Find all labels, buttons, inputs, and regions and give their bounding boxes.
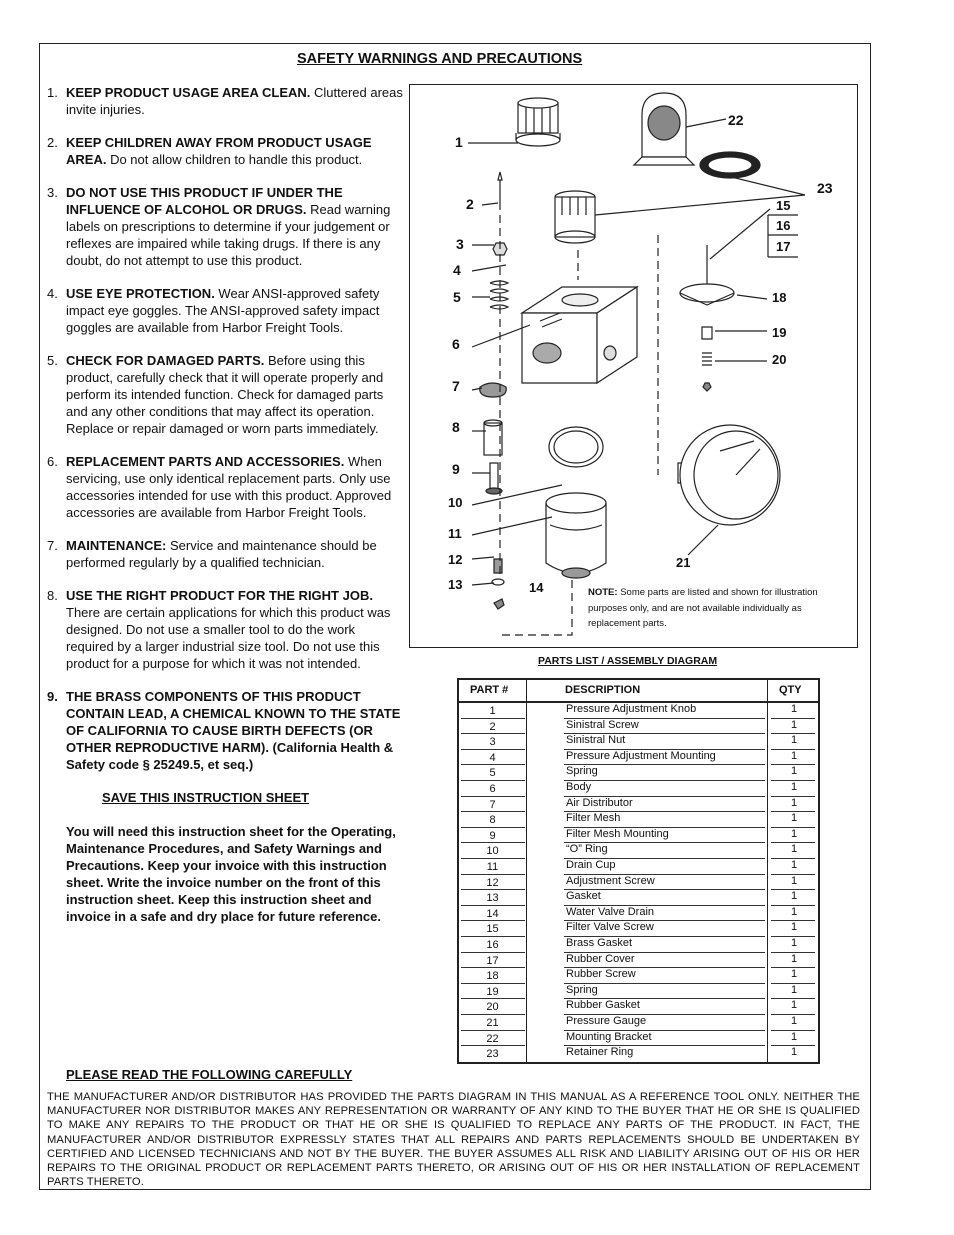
- part-number-cell: 22: [486, 1032, 499, 1045]
- warning-heading: CHECK FOR DAMAGED PARTS.: [66, 353, 265, 368]
- table-row: [459, 781, 818, 797]
- warning-heading: USE EYE PROTECTION.: [66, 286, 215, 301]
- part-number-cell: 19: [486, 985, 499, 998]
- warning-number: 1.: [47, 85, 58, 100]
- description-cell: Pressure Adjustment Mounting: [566, 749, 716, 762]
- warning-heading: KEEP CHILDREN AWAY FROM PRODUCT USAGE AREA.: [66, 135, 372, 167]
- table-row: [459, 812, 818, 828]
- part-number-cell: 23: [486, 1048, 499, 1061]
- warning-item: [47, 352, 403, 437]
- warning-text: Cluttered areas invite injuries.: [66, 85, 403, 117]
- warning-text: Read warning labels on prescriptions to determine if your judgement or reflexes are impaired while taking drugs. If there is any doubt, do not attempt to use this product.: [66, 202, 391, 268]
- callout-1: 1: [455, 134, 463, 150]
- warning-item: [47, 453, 403, 521]
- header-part-number: PART #: [470, 684, 509, 696]
- warning-number: 6.: [47, 454, 58, 469]
- description-cell: Filter Mesh: [566, 812, 621, 825]
- callout-9: 9: [452, 461, 460, 477]
- warning-text: Wear ANSI-approved safety impact eye goggles. The ANSI-approved safety impact goggles are available from Harbor Freight Tools.: [66, 286, 380, 335]
- parts-table: [457, 678, 820, 1064]
- description-cell: Spring: [566, 765, 598, 778]
- table-row: [459, 1015, 818, 1031]
- qty-cell: 1: [790, 843, 798, 856]
- qty-cell: 1: [790, 1046, 798, 1059]
- qty-cell: 1: [790, 1015, 798, 1027]
- table-row: [459, 984, 818, 1000]
- callout-10: 10: [448, 495, 463, 510]
- table-row: [459, 890, 818, 906]
- assembly-diagram: [409, 84, 858, 648]
- part-number-cell: 3: [489, 736, 496, 749]
- table-row: [459, 968, 818, 984]
- exploded-view-illustration: [410, 85, 859, 649]
- callout-12: 12: [448, 552, 463, 567]
- callout-11: 11: [448, 526, 462, 541]
- part-number-cell: 7: [489, 798, 496, 811]
- table-row: [459, 765, 818, 781]
- qty-cell: 1: [790, 827, 798, 840]
- warning-item: [47, 84, 403, 118]
- description-cell: Adjustment Screw: [566, 874, 655, 887]
- callout-23: 23: [817, 180, 833, 196]
- table-row: [459, 734, 818, 750]
- qty-cell: 1: [790, 874, 798, 887]
- callout-8: 8: [452, 419, 460, 435]
- part-number-cell: 13: [486, 892, 499, 905]
- diagram-note: [588, 585, 848, 632]
- warning-number: 4.: [47, 286, 58, 301]
- qty-cell: 1: [790, 921, 798, 934]
- callout-21: 21: [676, 555, 691, 570]
- table-row: [459, 719, 818, 735]
- callout-15: 15: [776, 198, 791, 213]
- qty-cell: 1: [790, 999, 798, 1012]
- warning-number: 8.: [47, 588, 58, 603]
- warning-item: [47, 587, 403, 672]
- description-cell: Rubber Gasket: [566, 999, 640, 1012]
- callout-4: 4: [453, 262, 461, 278]
- callout-5: 5: [453, 289, 461, 305]
- table-row: [459, 859, 818, 875]
- qty-cell: 1: [790, 890, 798, 903]
- warning-item: [47, 537, 403, 571]
- table-row: [459, 937, 818, 953]
- part-number-cell: 17: [486, 954, 499, 967]
- description-cell: Drain Cup: [566, 859, 616, 871]
- warning-heading: USE THE RIGHT PRODUCT FOR THE RIGHT JOB.: [66, 588, 373, 603]
- callout-13: 13: [448, 577, 463, 592]
- part-number-cell: 12: [486, 876, 499, 889]
- warning-heading: REPLACEMENT PARTS AND ACCESSORIES.: [66, 454, 345, 469]
- qty-cell: 1: [790, 937, 798, 949]
- part-number-cell: 21: [486, 1017, 499, 1029]
- page-title: SAFETY WARNINGS AND PRECAUTIONS: [297, 51, 583, 67]
- parts-table-header: [459, 680, 818, 703]
- disclaimer-text: THE MANUFACTURER AND/OR DISTRIBUTOR HAS PROVIDED THE PARTS DIAGRAM IN THIS MANUAL AS A REFERENCE TOOL ONLY. NEITHER THE MANUFACTURER NOR DISTRIBUTOR MAKES ANY REPRESENTATION OR WARRANTY OF ANY KIND TO THE BUYER THAT HE OR SHE IS QUALIFIED TO MAKE ANY REPAIRS TO THE PRODUCT OR THAT HE OR SHE IS QUALIFIED TO REPLACE ANY PARTS OF THE PRODUCT. IN FACT, THE MANUFACTURER AND/OR DISTRIBUTOR EXPRESSLY STATES THAT ALL REPAIRS AND PARTS REPLACEMENTS SHOULD BE UNDERTAKEN BY CERTIFIED AND LICENSED TECHNICIANS AND NOT BY THE BUYER. THE BUYER ASSUMES ALL RISK AND LIABILITY ARISING OUT OF HIS OR HER REPAIRS TO THE ORIGINAL PRODUCT OR REPLACEMENT PARTS THERETO, OR ARISING OUT OF HIS OR HER INSTALLATION OF REPLACEMENT PARTS THERETO.: [47, 1091, 860, 1189]
- parts-list-caption: PARTS LIST / ASSEMBLY DIAGRAM: [538, 655, 718, 667]
- callout-2: 2: [466, 196, 474, 212]
- description-cell: Pressure Gauge: [566, 1015, 647, 1027]
- table-row: [459, 750, 818, 766]
- warning-heading: DO NOT USE THIS PRODUCT IF UNDER THE INFLUENCE OF ALCOHOL OR DRUGS.: [66, 185, 343, 217]
- part-number-cell: 8: [489, 814, 496, 827]
- table-row: [459, 1046, 818, 1062]
- warning-heading: KEEP PRODUCT USAGE AREA CLEAN.: [66, 85, 311, 100]
- qty-cell: 1: [790, 1030, 798, 1043]
- table-row: [459, 828, 818, 844]
- callout-18: 18: [772, 290, 787, 305]
- callout-22: 22: [728, 112, 744, 128]
- pressure-knob-illustration: [516, 98, 560, 146]
- description-cell: Pressure Adjustment Knob: [566, 703, 697, 715]
- part-number-cell: 11: [486, 861, 499, 873]
- qty-cell: 1: [790, 905, 798, 918]
- part-number-cell: 6: [489, 783, 496, 795]
- warning-item: [47, 184, 403, 269]
- callout-20: 20: [772, 352, 787, 367]
- qty-cell: 1: [790, 968, 798, 981]
- callout-19: 19: [772, 325, 787, 340]
- table-row: [459, 906, 818, 922]
- warning-text: Service and maintenance should be performed regularly by a qualified technician.: [66, 538, 377, 570]
- callout-7: 7: [452, 378, 460, 394]
- description-cell: Spring: [566, 983, 598, 996]
- qty-cell: 1: [790, 734, 798, 747]
- header-description: DESCRIPTION: [565, 684, 641, 696]
- header-qty: QTY: [779, 684, 802, 696]
- qty-cell: 1: [790, 749, 798, 762]
- qty-cell: 1: [790, 796, 798, 809]
- qty-cell: 1: [790, 781, 798, 793]
- table-row: [459, 953, 818, 969]
- warning-text: There are certain applications for which this product was designed. Do not use a smaller tool to do the work required by a larger industrial size tool. Do not use this product for a purpose for which it was not intended.: [66, 605, 391, 671]
- warning-number: 2.: [47, 135, 58, 150]
- part-number-cell: 10: [486, 845, 499, 858]
- warning-number: 9.: [47, 689, 58, 704]
- note-text: Some parts are listed and shown for illustration purposes only, and are not available individually as replacement parts.: [588, 587, 818, 629]
- part-number-cell: 1: [489, 705, 496, 717]
- table-row: [459, 921, 818, 937]
- description-cell: Mounting Bracket: [566, 1030, 652, 1043]
- callout-3: 3: [456, 236, 464, 252]
- warning-text: Before using this product, carefully check that it will operate properly and perform its intended function. Check for damaged parts and any other conditions that may affect its operation. Replace or repair damaged or worn parts immediately.: [66, 353, 384, 436]
- qty-cell: 1: [790, 952, 798, 965]
- table-row: [459, 999, 818, 1015]
- warning-item: [47, 285, 403, 336]
- description-cell: Sinistral Nut: [566, 734, 626, 747]
- qty-cell: 1: [790, 703, 798, 715]
- table-row: [459, 875, 818, 891]
- qty-cell: 1: [790, 812, 798, 825]
- save-instructions-heading: SAVE THIS INSTRUCTION SHEET: [102, 790, 310, 805]
- warning-heading: THE BRASS COMPONENTS OF THIS PRODUCT CONTAIN LEAD, A CHEMICAL KNOWN TO THE STATE OF CALIFORNIA TO CAUSE BIRTH DEFECTS (OR OTHER REPRODUCTIVE HARM). (California Health & Safety code § 25249.5, et seq.): [66, 689, 401, 772]
- callout-6: 6: [452, 336, 460, 352]
- table-row: [459, 843, 818, 859]
- description-cell: Sinistral Screw: [566, 718, 639, 731]
- description-cell: Rubber Screw: [566, 968, 636, 981]
- qty-cell: 1: [790, 718, 798, 731]
- part-number-cell: 14: [486, 907, 499, 920]
- description-cell: Retainer Ring: [566, 1046, 634, 1059]
- qty-cell: 1: [790, 859, 798, 871]
- warning-item: [47, 688, 403, 773]
- description-cell: Air Distributor: [566, 796, 633, 809]
- part-number-cell: 9: [489, 829, 496, 842]
- table-row: [459, 1031, 818, 1047]
- description-cell: Brass Gasket: [566, 937, 633, 949]
- description-cell: Gasket: [566, 890, 601, 903]
- description-cell: Filter Valve Screw: [566, 921, 654, 934]
- keep-instructions-text: You will need this instruction sheet for the Operating, Maintenance Procedures, and Safety Warnings and Precautions. Keep your invoice with this instruction sheet. Write the invoice number on the front of this instruction sheet. Keep this instruction sheet and invoice in a safe and dry place for future reference.: [66, 824, 396, 924]
- callout-16: 16: [776, 218, 791, 233]
- part-number-cell: 16: [486, 939, 499, 951]
- warning-number: 3.: [47, 185, 58, 200]
- read-carefully-heading: PLEASE READ THE FOLLOWING CAREFULLY: [66, 1067, 353, 1082]
- part-number-cell: 20: [486, 1001, 499, 1014]
- description-cell: Water Valve Drain: [566, 905, 655, 918]
- warning-number: 7.: [47, 538, 58, 553]
- warning-item: [47, 134, 403, 168]
- part-number-cell: 15: [486, 923, 499, 936]
- part-number-cell: 5: [489, 767, 496, 780]
- description-cell: Filter Mesh Mounting: [566, 827, 669, 840]
- callout-17: 17: [776, 239, 791, 254]
- warning-text: Do not allow children to handle this product.: [106, 152, 363, 167]
- part-number-cell: 4: [489, 751, 496, 764]
- description-cell: Rubber Cover: [566, 952, 635, 965]
- warning-text: When servicing, use only identical replacement parts. Only use accessories intended for use with this product. Approved accessories are available from Harbor Freight Tools.: [66, 454, 392, 520]
- note-label: NOTE:: [588, 587, 618, 598]
- warning-heading: MAINTENANCE:: [66, 538, 167, 553]
- part-number-cell: 2: [489, 720, 496, 733]
- description-cell: “O” Ring: [566, 843, 608, 856]
- description-cell: Body: [566, 781, 592, 793]
- table-row: [459, 703, 818, 719]
- callout-14: 14: [529, 580, 544, 595]
- table-row: [459, 797, 818, 813]
- part-number-cell: 18: [486, 970, 499, 983]
- qty-cell: 1: [790, 983, 798, 996]
- warning-number: 5.: [47, 353, 58, 368]
- qty-cell: 1: [790, 765, 798, 778]
- safety-warnings-list: [47, 84, 403, 925]
